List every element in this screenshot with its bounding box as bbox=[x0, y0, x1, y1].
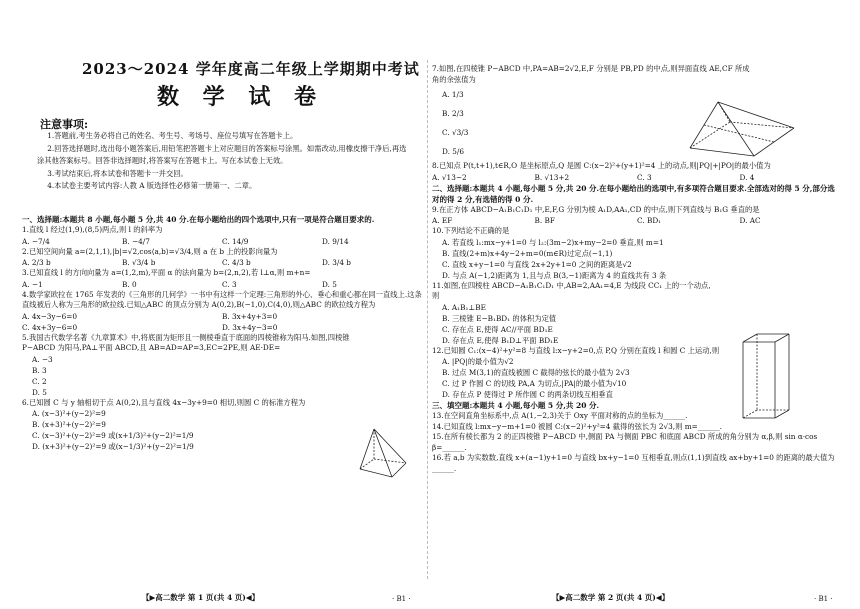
notice-heading: 注意事项: bbox=[40, 118, 89, 131]
question-9: 9.在正方体 ABCD−A₁B₁C₁D₁ 中,E,F,G 分别为棱 A₁D,AA₁,CD 的中点,则下列直线与 B₁G 垂直的是 bbox=[432, 204, 760, 214]
left-column bbox=[22, 0, 422, 609]
option: C. 存在点 E,使得 AC//平面 BD₁E bbox=[442, 324, 553, 334]
exam-subtitle: 数 学 试 卷 bbox=[157, 84, 324, 110]
option: C. 3 bbox=[637, 172, 652, 182]
question-2-options bbox=[22, 257, 422, 268]
exam-title: 2023～2024 学年度高二年级上学期期中考试 bbox=[82, 60, 420, 78]
option: C. 14/9 bbox=[222, 236, 249, 246]
option: A. 若直线 l₁:mx−y+1=0 与 l₂:(3m−2)x+my−2=0 垂直,则 m=1 bbox=[442, 237, 664, 247]
option: D. (x+3)²+(y−2)²=9 或(x−1/3)²+(y−2)²=1/9 bbox=[32, 442, 194, 451]
question-4: 4.数学家欧拉在 1765 年发表的《三角形的几何学》一书中有这样一个定理:三角形的外心、垂心和重心都在同一直线上.这条直线被后人称为三角形的欧拉线.已知△ABC 的顶点分别为 A(0,2),B(−1,0),C(4,0),则△ABC 的欧拉线方程为 bbox=[22, 289, 422, 309]
option: B. −4/7 bbox=[122, 236, 150, 246]
footer-right: 【▶高二数学 第 2 页(共 4 页)◀】 bbox=[552, 593, 670, 602]
option: A. −1 bbox=[22, 279, 43, 289]
pyramid-figure-q5 bbox=[352, 425, 412, 485]
option: A. 4x−3y−6=0 bbox=[22, 311, 78, 321]
notice-item: 3.考试结束后,将本试卷和答题卡一并交回。 bbox=[47, 168, 188, 178]
question-5: 5.我国古代数学名著《九章算术》中,将底面为矩形且一侧棱垂直于底面的四棱锥称为阳马.如图,四棱锥 P−ABCD 为阳马,PA⊥平面 ABCD,且 AB=AD=AP=3,EC=2PE,则 AE·DE= bbox=[22, 332, 350, 352]
option: C. 直线 x+y−1=0 与直线 2x+2y+1=0 之间的距离是√2 bbox=[442, 259, 632, 269]
question-4-options bbox=[22, 311, 422, 333]
notice-list bbox=[37, 130, 409, 193]
notice-item: 1.答题前,考生务必将自己的姓名、考生号、考场号、座位号填写在答题卡上。 bbox=[47, 131, 298, 140]
option: B. √13+2 bbox=[534, 172, 570, 182]
option: B. 过点 M(3,1)的直线被圆 C 截得的弦长的最小值为 2√3 bbox=[442, 368, 630, 377]
option: A. −3 bbox=[32, 354, 53, 364]
option: A. 2/3 b bbox=[22, 258, 51, 267]
question-1-options bbox=[22, 236, 422, 247]
option: B. 2/3 bbox=[442, 109, 464, 118]
option: C. 4x+3y−6=0 bbox=[22, 322, 78, 332]
option: D. 5/6 bbox=[442, 147, 464, 156]
option: D. 存在点 E,使得 B₁D⊥平面 BD₁E bbox=[442, 335, 559, 345]
option: D. AC bbox=[739, 216, 761, 225]
question-3: 3.已知直线 l 的方向向量为 a=(1,2,m),平面 α 的法向量为 b=(2,n,2),若 l⊥α,则 m+n= bbox=[22, 268, 311, 277]
notice-item: 2.回答选择题时,选出每小题答案后,用铅笔把答题卡上对应题目的答案标号涂黑。如需改动,用橡皮擦干净后,再选涂其他答案标号。回答非选择题时,将答案写在答题卡上。写在本试卷上无效。 bbox=[37, 143, 407, 165]
question-3-options bbox=[22, 279, 422, 290]
page-code-right: · B1 · bbox=[814, 595, 833, 603]
question-11: 11.如图,在四棱柱 ABCD−A₁B₁C₁D₁ 中,AB=2,AA₁=4,E 为线段 CC₁ 上的一个动点,则 bbox=[432, 280, 711, 300]
section-3-heading: 三、填空题:本题共 4 小题,每小题 5 分,共 20 分. bbox=[432, 401, 600, 410]
footer-left: 【▶高二数学 第 1 页(共 4 页)◀】 bbox=[142, 593, 260, 602]
option: C. 过 P 作圆 C 的切线 PA,A 为切点,|PA|的最小值为√10 bbox=[442, 379, 627, 388]
option: A. (x−3)²+(y−2)²=9 bbox=[32, 409, 106, 418]
question-13: 13.在空间直角坐标系中,点 A(1,−2,3)关于 Oxy 平面对称的点的坐标为______. bbox=[432, 411, 688, 420]
right-column bbox=[432, 0, 842, 609]
option: C. (x−3)²+(y−2)²=9 或(x+1/3)²+(y−2)²=1/9 bbox=[32, 431, 194, 440]
option: D. 5 bbox=[322, 279, 337, 289]
option: A. √13−2 bbox=[432, 172, 467, 182]
option: A. −7/4 bbox=[22, 236, 50, 246]
option: A. 1/3 bbox=[442, 90, 464, 99]
option: D. 5 bbox=[32, 387, 47, 397]
question-10-options bbox=[432, 237, 842, 281]
option: B. 三棱锥 E−B₁BD₁ 的体积为定值 bbox=[442, 313, 557, 323]
question-8: 8.已知点 P(t,t+1),t∈R,O 是坐标原点,Q 是圆 C:(x−2)²+(y+1)²=4 上的动点,则|PQ|+|PO|的最小值为 bbox=[432, 161, 771, 170]
option: A. EF bbox=[432, 216, 453, 225]
question-15: 15.在所有棱长都为 2 的正四棱锥 P−ABCD 中,侧面 PA 与侧面 PBC 和底面 ABCD 所成的角分别为 α,β,则 sin α·cos β=______. bbox=[432, 432, 818, 452]
section-1 bbox=[22, 214, 422, 452]
question-5-options bbox=[22, 354, 422, 398]
option: B. 3 bbox=[32, 365, 47, 375]
option: C. 3 bbox=[222, 279, 237, 289]
question-9-options bbox=[432, 215, 842, 226]
question-16: 16.若 a,b 为实数数,直线 x+(a−1)y+1=0 与直线 bx+y−1=0 互相垂直,则点(1,1)到直线 ax+by+1=0 的距离的最大值为______. bbox=[432, 453, 835, 473]
option: A. |PQ|的最小值为√2 bbox=[442, 357, 514, 366]
option: B. 0 bbox=[122, 279, 137, 289]
option: D. 存在点 P 使得过 P 所作圆 C 的两条切线互相垂直 bbox=[442, 390, 613, 399]
option: A. A₁B₁⊥BE bbox=[442, 302, 486, 312]
option: B. BF bbox=[534, 216, 555, 225]
option: D. 3/4 b bbox=[322, 258, 351, 267]
option: D. 4 bbox=[739, 172, 755, 182]
option: D. 3x+4y−3=0 bbox=[222, 322, 278, 332]
option: C. 4/3 b bbox=[222, 258, 251, 267]
option: B. 3x+4y+3=0 bbox=[222, 311, 278, 321]
option: B. 直线(2+m)x+4y−2+m=0(m∈R)过定点(−1,1) bbox=[442, 248, 613, 258]
question-7: 7.如图,在四棱锥 P−ABCD 中,PA=AB=2√2,E,F 分别是 PB,PD 的中点,则异面直线 AE,CF 所成角的余弦值为 bbox=[432, 64, 750, 84]
page-code-left: · B1 · bbox=[392, 595, 411, 603]
option: C. √3/3 bbox=[442, 128, 469, 137]
question-8-options bbox=[432, 172, 842, 183]
prism-figure-q11 bbox=[737, 330, 797, 425]
question-12: 12.已知圆 C₁:(x−4)²+y²=8 与直线 l:x−y+2=0,点 P,Q 分别在直线 l 和圆 C 上运动,则 bbox=[432, 345, 720, 355]
option: D. 与点 A(−1,2)距离为 1,且与点 B(3,−1)距离为 4 的直线共有 3 条 bbox=[442, 270, 667, 280]
option: D. 9/14 bbox=[322, 236, 349, 246]
option: B. (x+3)²+(y−2)²=9 bbox=[32, 420, 106, 429]
question-14: 14.已知直线 l:mx−y−m+1=0 被圆 C:(x−2)²+y²=4 截得的弦长为 2√3,则 m=______. bbox=[432, 421, 722, 431]
notice-item: 4.本试卷主要考试内容:人教 A 版选择性必修第一册第一、二章。 bbox=[47, 181, 257, 190]
question-6: 6.已知圆 C 与 y 轴相切于点 A(0,2),且与直线 4x−3y+9=0 相切,则圆 C 的标准方程为 bbox=[22, 397, 306, 407]
question-1: 1.直线 l 经过(1,9),(8,5)两点,则 l 的斜率为 bbox=[22, 225, 163, 234]
option: B. √3/4 b bbox=[122, 258, 156, 267]
option: C. 2 bbox=[32, 376, 47, 386]
section-2-heading: 二、选择题:本题共 4 小题,每小题 5 分,共 20 分.在每小题给出的选项中,有多项符合题目要求.全部选对的得 5 分,部分选对的得 2 分,有选错的得 0 分. bbox=[432, 183, 835, 204]
question-2: 2.已知空间向量 a=(2,1,1),|b|=√2,cos⟨a,b⟩=√3/4,则 a 在 b 上的投影向量为 bbox=[22, 246, 278, 256]
pyramid-figure-q7 bbox=[682, 98, 802, 160]
column-divider bbox=[427, 60, 428, 579]
option: C. BD₁ bbox=[637, 216, 662, 225]
question-10: 10.下列结论不正确的是 bbox=[432, 226, 510, 235]
section-1-heading: 一、选择题:本题共 8 小题,每小题 5 分,共 40 分.在每小题给出的四个选项中,只有一项是符合题目要求的. bbox=[22, 215, 375, 224]
